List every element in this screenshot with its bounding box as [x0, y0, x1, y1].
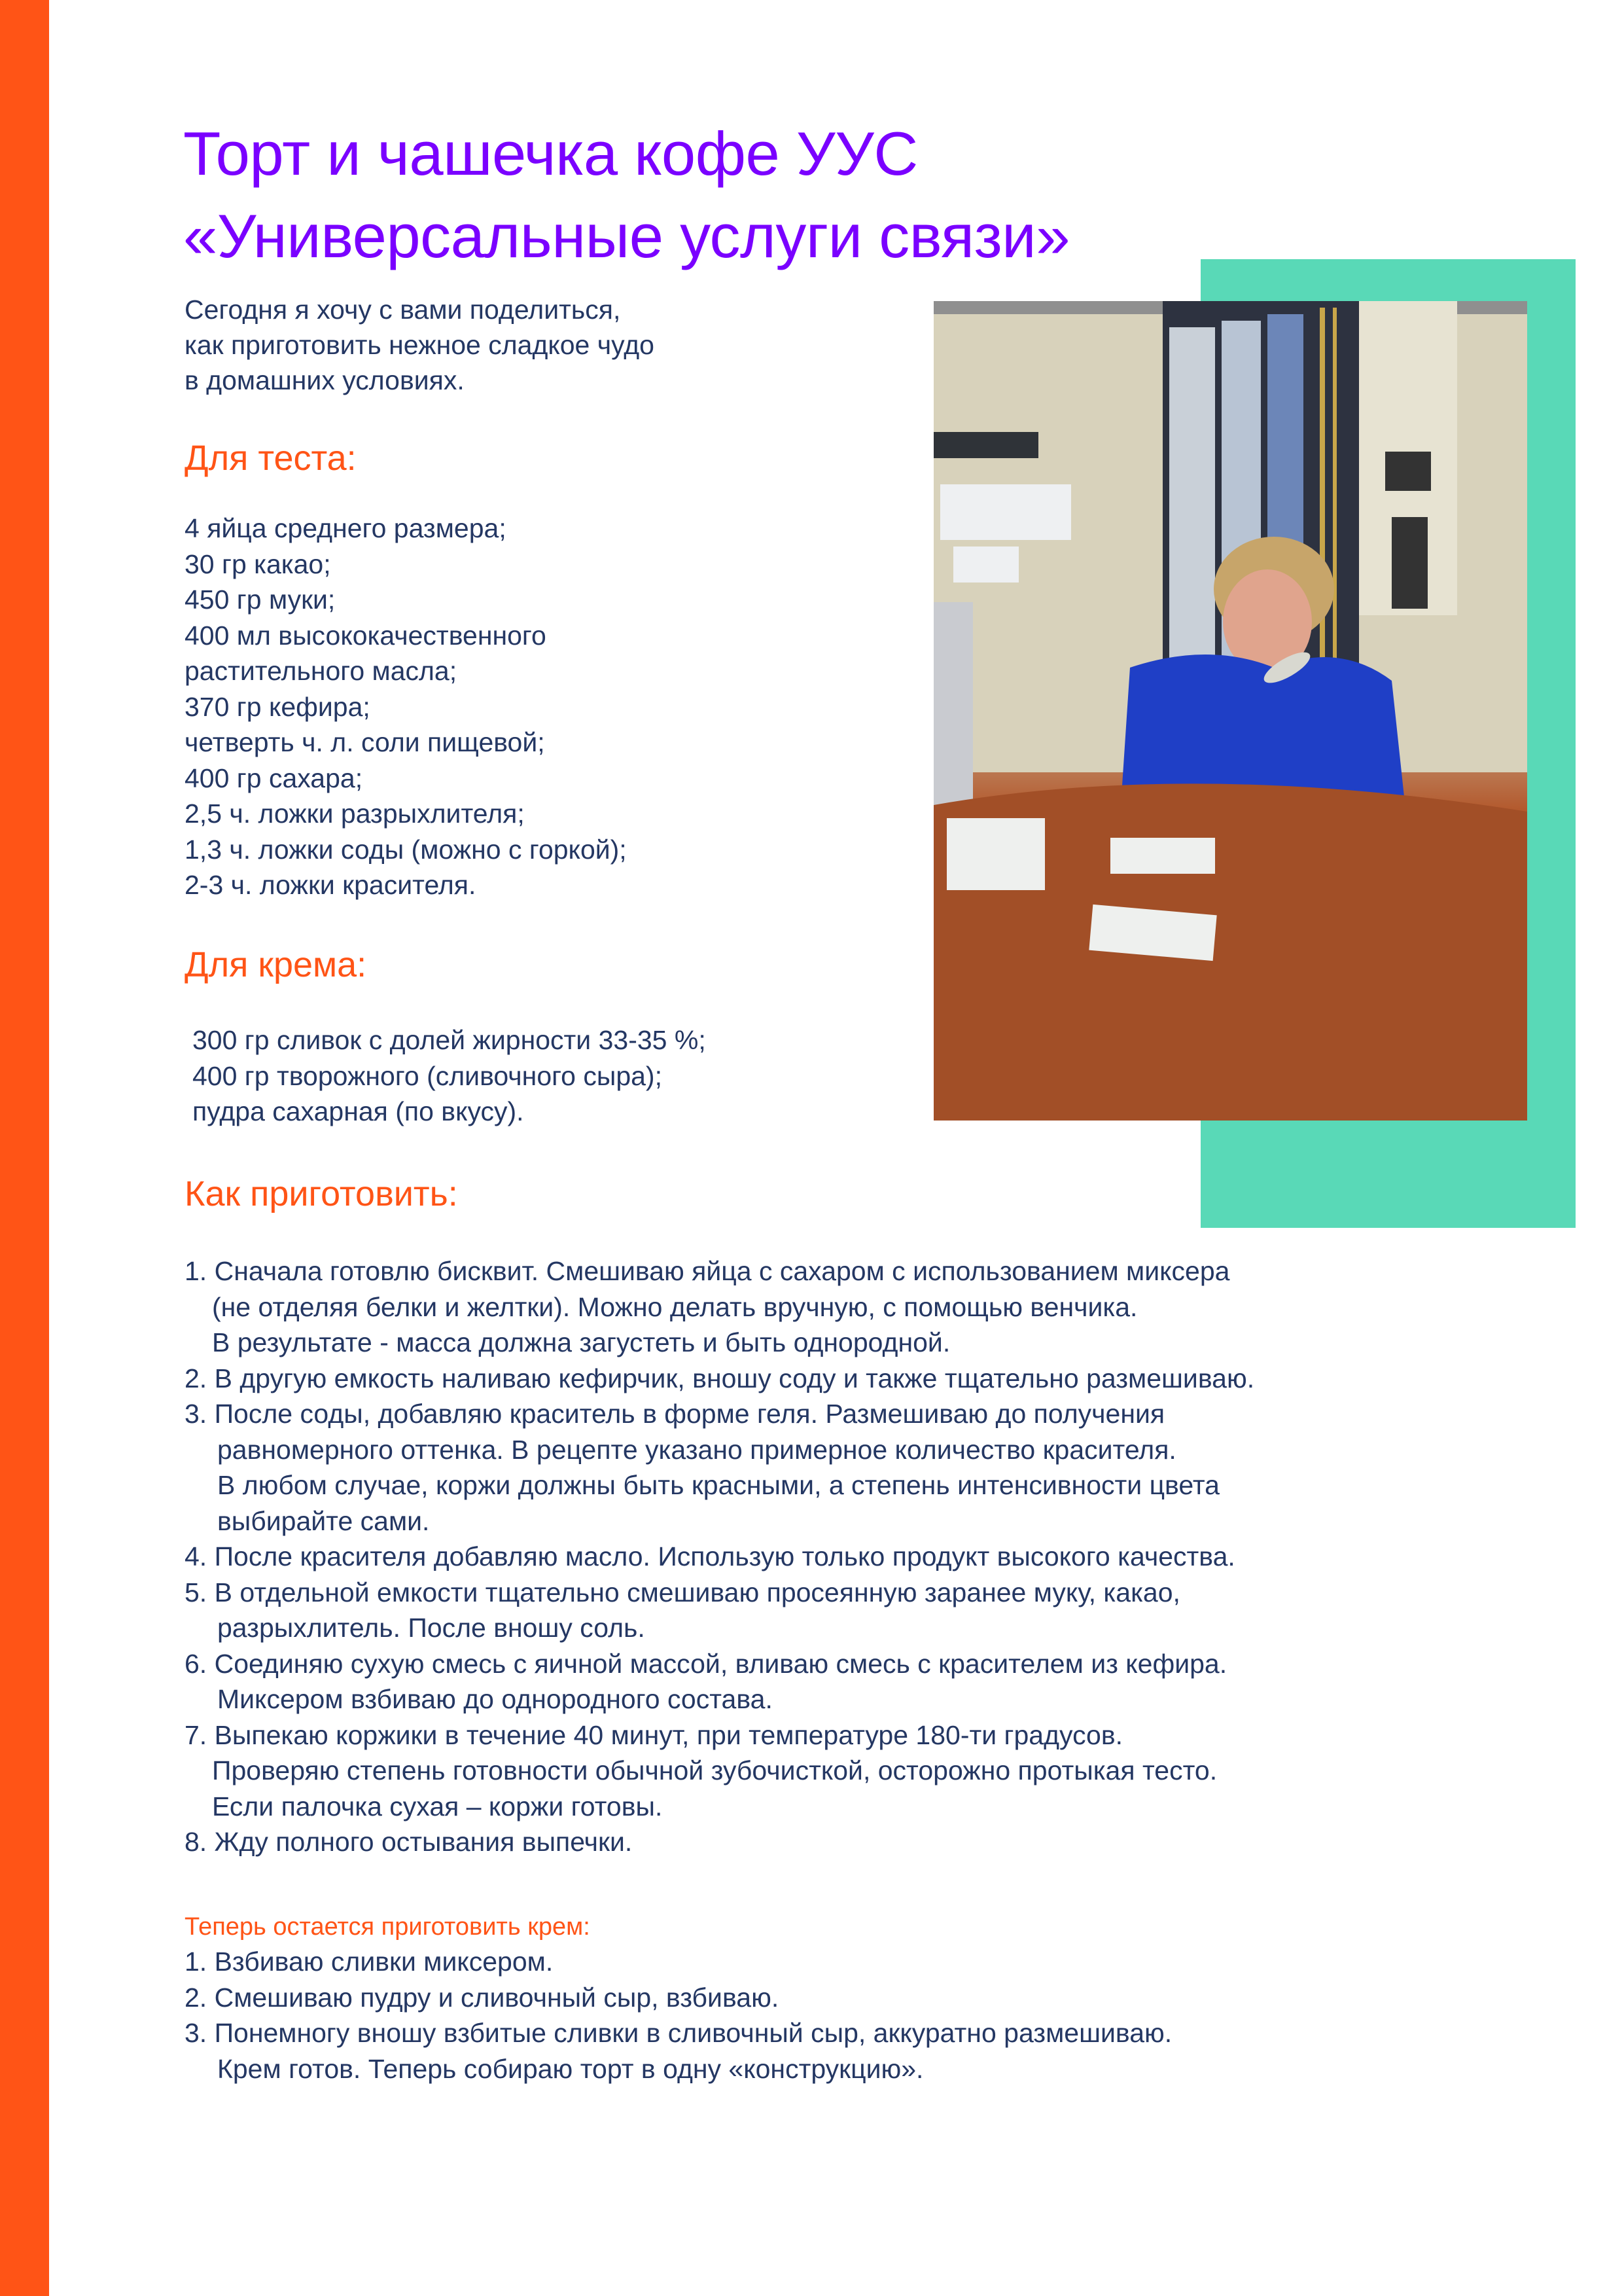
- intro-paragraph: [185, 292, 654, 398]
- step-line: Крем готов. Теперь собираю торт в одну «конструкцию».: [217, 2053, 924, 2084]
- step-line: 7. Выпекаю коржики в течение 40 минут, при температуре 180-ти градусов.: [185, 1719, 1123, 1750]
- junction-box: [1392, 517, 1428, 609]
- step-line: Если палочка сухая – коржи готовы.: [212, 1791, 663, 1821]
- ingredient-item: 4 яйца среднего размера;: [185, 513, 506, 543]
- dough-heading: Для теста:: [185, 439, 357, 478]
- step-line: Проверяю степень готовности обычной зубочисткой, осторожно протыкая тесто.: [212, 1755, 1218, 1785]
- step-line: 8. Жду полного остывания выпечки.: [185, 1827, 633, 1857]
- cream-method-heading: Теперь остается приготовить крем:: [185, 1913, 590, 1941]
- ingredient-item: 370 гр кефира;: [185, 691, 370, 722]
- title-line-2: «Универсальные услуги связи»: [183, 202, 1070, 270]
- method-steps: [185, 1253, 1254, 1860]
- step-line: Миксером взбиваю до однородного состава.: [217, 1684, 773, 1714]
- page-title: [183, 113, 1070, 278]
- ingredient-item: четверть ч. л. соли пищевой;: [185, 727, 545, 757]
- ingredient-item: 450 гр муки;: [185, 584, 336, 615]
- wall-notice: [940, 484, 1071, 540]
- ingredient-item: 2-3 ч. ложки красителя.: [185, 870, 476, 900]
- step-line: 6. Соединяю сухую смесь с яичной массой, вливаю смесь с красителем из кефира.: [185, 1648, 1227, 1679]
- monitor: [934, 602, 973, 818]
- cream-method-steps: [185, 1944, 1172, 2087]
- employee-photo: [934, 301, 1527, 1121]
- ingredient-item: 400 гр сахара;: [185, 762, 363, 793]
- step-line: 3. Понемногу вношу взбитые сливки в сливочный сыр, аккуратно размешиваю.: [185, 2018, 1173, 2048]
- step-line: разрыхлитель. После вношу соль.: [217, 1613, 645, 1643]
- ingredient-item: 2,5 ч. ложки разрыхлителя;: [185, 798, 525, 829]
- ingredient-item: 1,3 ч. ложки соды (можно с горкой);: [185, 834, 627, 865]
- step-line: равномерного оттенка. В рецепте указано примерное количество красителя.: [217, 1434, 1176, 1465]
- paper-sheet: [1110, 838, 1215, 874]
- lamp: [934, 432, 1038, 458]
- junction-box: [1385, 452, 1431, 491]
- method-heading: Как приготовить:: [185, 1174, 458, 1213]
- cream-ingredients: [192, 1022, 706, 1130]
- ingredient-item: 400 мл высококачественного: [185, 620, 546, 651]
- step-line: 1. Сначала готовлю бисквит. Смешиваю яйца с сахаром с использованием миксера: [185, 1256, 1230, 1286]
- ingredient-item: 30 гр какао;: [185, 548, 331, 579]
- step-line: 4. После красителя добавляю масло. Использую только продукт высокого качества.: [185, 1541, 1235, 1571]
- dough-ingredients: [185, 511, 627, 903]
- step-line: (не отделяя белки и желтки). Можно делать вручную, с помощью венчика.: [212, 1291, 1138, 1322]
- ingredient-item: 400 гр творожного (сливочного сыра);: [192, 1060, 662, 1091]
- step-line: 2. Смешиваю пудру и сливочный сыр, взбиваю.: [185, 1982, 779, 2013]
- intro-line: Сегодня я хочу с вами поделиться,: [185, 295, 621, 325]
- step-line: 3. После соды, добавляю краситель в форме геля. Размешиваю до получения: [185, 1399, 1165, 1429]
- title-line-1: Торт и чашечка кофе УУС: [183, 119, 918, 188]
- intro-line: как приготовить нежное сладкое чудо: [185, 330, 654, 360]
- wall-notice: [953, 547, 1019, 583]
- ingredient-item: пудра сахарная (по вкусу).: [192, 1096, 524, 1126]
- cream-heading: Для крема:: [185, 945, 367, 984]
- ingredient-item: растительного масла;: [185, 656, 457, 686]
- step-line: В любом случае, коржи должны быть красными, а степень интенсивности цвета: [217, 1470, 1220, 1500]
- ingredient-item: 300 гр сливок с долей жирности 33-35 %;: [192, 1025, 706, 1055]
- paper-sheet: [947, 818, 1045, 890]
- step-line: 5. В отдельной емкости тщательно смешиваю просеянную заранее муку, какао,: [185, 1577, 1180, 1607]
- orange-side-strip: [0, 0, 49, 2296]
- step-line: 1. Взбиваю сливки миксером.: [185, 1946, 554, 1977]
- step-line: В результате - масса должна загустеть и быть однородной.: [212, 1327, 951, 1357]
- step-line: 2. В другую емкость наливаю кефирчик, вношу соду и также тщательно размешиваю.: [185, 1363, 1255, 1393]
- photo-illustration: [934, 301, 1527, 1121]
- intro-line: в домашних условиях.: [185, 365, 465, 395]
- step-line: выбирайте сами.: [217, 1505, 430, 1536]
